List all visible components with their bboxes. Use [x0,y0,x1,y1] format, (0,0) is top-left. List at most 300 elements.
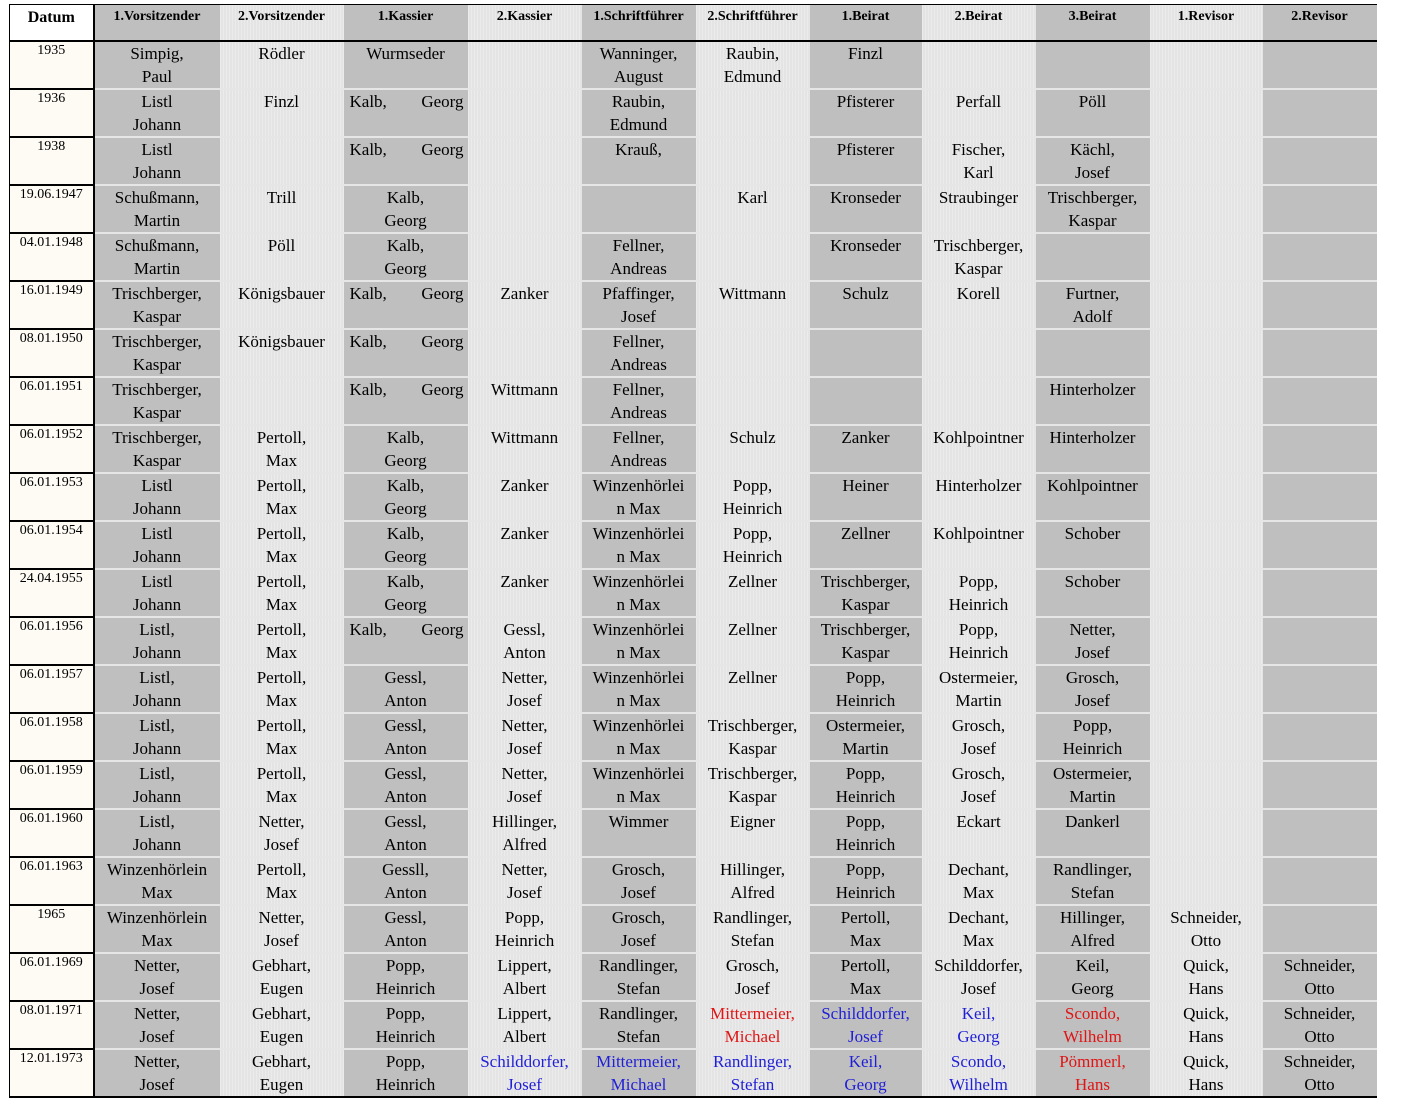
cell-surname: Winzenhörlei [592,523,685,543]
cell-2-revisor [1263,569,1377,617]
cell-firstname: Martin [133,210,181,230]
column-header-2-schriftführer: 2.Schriftführer [696,5,810,41]
cell-firstname: Hans [1188,1074,1224,1094]
cell-1-kassier [344,1001,468,1049]
cell-1-vorsitzender [94,905,220,953]
cell-2-vorsitzender [220,281,344,329]
cell-firstname: Andreas [610,258,667,278]
cell-2-vorsitzender [220,665,344,713]
cell-name-part: Kalb, [349,619,387,639]
cell-1-schriftführer [582,665,696,713]
cell-surname: Netter, [258,907,305,927]
cell-1-kassier [344,905,468,953]
cell-firstname: August [613,66,664,86]
cell-surname: Scondo, [950,1051,1007,1071]
cell-surname: Popp, [385,955,426,975]
table-row [10,809,1377,857]
cell-1-kassier [344,185,468,233]
cell-surname: Dechant, [948,907,1009,927]
cell-surname: Kohlpointner [1047,475,1138,495]
cell-surname: Popp, [732,475,773,495]
cell-surname: Gessl, [503,619,546,639]
cell-surname: Netter, [133,955,181,975]
cell-surname: Eigner [729,811,776,831]
cell-surname: Schober [1064,571,1121,591]
cell-2-schriftführer [696,281,810,329]
row-date: 06.01.1963 [10,857,94,905]
cell-firstname: Josef [961,978,996,998]
cell-1-vorsitzender [94,953,220,1001]
cell-firstname: Josef [961,738,996,758]
cell-surname: Listl [141,571,173,591]
cell-2-schriftführer [696,761,810,809]
cell-1-kassier [344,281,468,329]
cell-1-revisor [1150,425,1263,473]
cell-firstname: Josef [621,306,656,326]
cell-2-kassier [468,185,582,233]
cell-firstname: Josef [1075,162,1110,182]
cell-surname: Pertoll, [256,523,307,543]
cell-surname: Gessll, [382,859,429,879]
cell-firstname: Kaspar [841,594,890,614]
board-members-table-wrapper [9,4,1377,1098]
cell-surname: Zellner [727,667,778,687]
cell-surname: Pertoll, [256,619,307,639]
cell-surname: Popp, [845,811,886,831]
cell-2-vorsitzender [220,89,344,137]
cell-3-beirat [1036,1001,1150,1049]
cell-firstname: Anton [384,930,427,950]
cell-2-beirat [922,905,1036,953]
cell-2-schriftführer [696,857,810,905]
cell-2-kassier [468,473,582,521]
cell-2-schriftführer [696,137,810,185]
cell-surname: Pömmerl, [1059,1051,1126,1071]
cell-surname: Quick, [1183,955,1229,975]
cell-1-kassier [344,953,468,1001]
cell-firstname: Josef [1075,690,1110,710]
cell-1-schriftführer [582,89,696,137]
cell-2-beirat [922,233,1036,281]
cell-firstname: n Max [616,738,661,758]
cell-surname: Netter, [258,811,305,831]
cell-firstname: Max [962,930,995,950]
cell-surname: Pöll [1078,91,1107,111]
cell-2-revisor [1263,905,1377,953]
cell-firstname: Heinrich [1062,738,1123,758]
cell-surname: Kalb, [386,235,425,255]
cell-2-schriftführer [696,1049,810,1097]
cell-firstname: Kaspar [132,450,182,470]
cell-surname: Keil, [1075,955,1110,975]
cell-2-schriftführer [696,425,810,473]
cell-2-kassier [468,329,582,377]
cell-firstname: Georg [844,1074,887,1094]
cell-firstname: Kaspar [728,738,777,758]
cell-1-vorsitzender [94,761,220,809]
cell-1-schriftführer [582,1001,696,1049]
cell-firstname: Hans [1188,978,1224,998]
cell-2-vorsitzender [220,377,344,425]
cell-surname: Gebhart, [251,955,311,975]
cell-surname: Fischer, [951,139,1006,159]
table-row [10,1001,1377,1049]
cell-3-beirat [1036,713,1150,761]
cell-surname: Grosch, [611,859,666,879]
table-row [10,425,1377,473]
cell-1-schriftführer [582,185,696,233]
cell-surname: Trischberger, [707,763,798,783]
cell-surname: Zanker [500,523,549,543]
cell-2-revisor [1263,521,1377,569]
cell-surname: Netter, [501,859,548,879]
cell-2-schriftführer [696,377,810,425]
cell-2-vorsitzender [220,569,344,617]
cell-firstname: Max [141,882,173,902]
cell-2-beirat [922,1001,1036,1049]
cell-firstname: Josef [507,1074,542,1094]
cell-firstname: Georg [384,450,427,470]
cell-surname: Wittmann [490,427,559,447]
cell-firstname: Anton [384,690,427,710]
cell-2-kassier [468,617,582,665]
cell-surname: Zellner [840,523,891,543]
cell-name-part: Kalb, [349,139,387,159]
cell-surname: Popp, [504,907,545,927]
cell-firstname: Stefan [616,1026,661,1046]
cell-2-schriftführer [696,713,810,761]
cell-2-beirat [922,761,1036,809]
table-body [10,41,1377,1097]
cell-3-beirat [1036,233,1150,281]
cell-2-vorsitzender [220,185,344,233]
cell-surname: Hillinger, [720,859,785,879]
cell-surname: Fellner, [612,379,665,399]
cell-surname: Wittmann [718,283,787,303]
cell-firstname: Max [265,882,298,902]
cell-firstname: Anton [503,642,546,662]
cell-surname: Netter, [1069,619,1116,639]
cell-1-vorsitzender [94,665,220,713]
cell-surname: Zanker [500,475,549,495]
cell-surname: Netter, [133,1051,181,1071]
cell-firstname: Paul [141,66,173,86]
cell-2-vorsitzender [220,425,344,473]
cell-surname: Kronseder [830,235,901,255]
cell-1-revisor [1150,521,1263,569]
cell-1-vorsitzender [94,41,220,89]
cell-surname: Netter, [501,667,548,687]
cell-2-schriftführer [696,89,810,137]
cell-3-beirat [1036,41,1150,89]
cell-firstname: Georg [1071,978,1114,998]
cell-firstname: Josef [139,978,175,998]
cell-2-kassier [468,761,582,809]
cell-2-kassier [468,1049,582,1097]
cell-surname: Trischberger, [933,235,1024,255]
cell-1-revisor [1150,329,1263,377]
cell-2-revisor [1263,377,1377,425]
cell-firstname: Josef [507,786,542,806]
cell-surname: Listl, [139,667,175,687]
cell-firstname: Max [849,978,882,998]
row-date: 1935 [10,41,94,89]
cell-surname: Netter, [501,715,548,735]
cell-1-schriftführer [582,233,696,281]
cell-2-revisor [1263,41,1377,89]
cell-1-revisor [1150,233,1263,281]
cell-surname: Pertoll, [840,907,891,927]
cell-surname: Trischberger, [820,619,911,639]
cell-firstname: Otto [1304,978,1335,998]
cell-firstname: Georg [957,1026,1000,1046]
table-row [10,857,1377,905]
table-row [10,761,1377,809]
cell-2-beirat [922,569,1036,617]
cell-firstname: Heinrich [835,786,896,806]
cell-3-beirat [1036,1049,1150,1097]
cell-2-revisor [1263,857,1377,905]
cell-2-vorsitzender [220,1049,344,1097]
cell-firstname: Josef [621,882,656,902]
cell-firstname: Josef [507,882,542,902]
cell-firstname: Heinrich [494,930,555,950]
cell-surname: Winzenhörlein [106,907,208,927]
cell-firstname: Alfred [502,834,547,854]
cell-2-revisor [1263,281,1377,329]
cell-2-schriftführer [696,329,810,377]
cell-surname: Schober [1064,523,1121,543]
cell-2-vorsitzender [220,329,344,377]
cell-surname: Popp, [732,523,773,543]
cell-firstname: Alfred [730,882,775,902]
cell-1-kassier [344,713,468,761]
row-date: 1938 [10,137,94,185]
cell-2-beirat [922,521,1036,569]
cell-3-beirat [1036,425,1150,473]
cell-2-schriftführer [696,233,810,281]
table-row [10,569,1377,617]
cell-firstname: Georg [384,546,427,566]
cell-surname: Zanker [500,283,549,303]
cell-surname: Königsbauer [238,283,325,303]
cell-name-split [344,282,468,305]
cell-firstname: Karl [963,162,994,182]
cell-surname: Pertoll, [256,763,307,783]
cell-2-vorsitzender [220,41,344,89]
cell-firstname: Stefan [616,978,661,998]
cell-surname: Trill [266,187,297,207]
cell-firstname: Johann [132,738,182,758]
cell-surname: Listl [141,139,173,159]
cell-firstname: Heinrich [835,690,896,710]
cell-firstname: Heinrich [375,1026,436,1046]
cell-2-beirat [922,473,1036,521]
cell-1-beirat [810,953,922,1001]
cell-firstname: Eugen [259,1074,304,1094]
cell-surname: Kohlpointner [933,427,1024,447]
cell-surname: Scondo, [1064,1003,1121,1023]
cell-surname: Pertoll, [256,427,307,447]
cell-surname: Randlinger, [712,907,793,927]
cell-2-beirat [922,41,1036,89]
table-row [10,617,1377,665]
cell-surname: Hillinger, [492,811,557,831]
cell-name-split [344,378,468,401]
cell-2-kassier [468,89,582,137]
cell-surname: Popp, [385,1051,426,1071]
cell-firstname: Otto [1304,1074,1335,1094]
cell-surname: Listl [141,475,173,495]
cell-2-schriftführer [696,41,810,89]
cell-surname: Trischberger, [707,715,798,735]
cell-firstname: n Max [616,786,661,806]
column-header-1-revisor: 1.Revisor [1150,5,1263,41]
cell-surname: Winzenhörlei [592,667,685,687]
cell-firstname: Stefan [730,930,775,950]
cell-firstname: n Max [616,642,661,662]
cell-firstname: Heinrich [722,546,783,566]
cell-1-beirat [810,665,922,713]
cell-1-beirat [810,617,922,665]
column-header-1-beirat: 1.Beirat [810,5,922,41]
cell-1-kassier [344,569,468,617]
cell-surname: Gessl, [384,715,427,735]
cell-surname: Schilddorfer, [821,1003,910,1023]
cell-1-beirat [810,761,922,809]
cell-firstname: Kaspar [841,642,890,662]
cell-surname: Lippert, [497,955,552,975]
row-date: 06.01.1958 [10,713,94,761]
cell-1-kassier [344,137,468,185]
cell-surname: Raubin, [611,91,666,111]
cell-surname: Fellner, [612,331,665,351]
cell-firstname: Wilhelm [949,1074,1008,1094]
cell-surname: Keil, [961,1003,996,1023]
cell-2-revisor [1263,761,1377,809]
column-header-2-beirat: 2.Beirat [922,5,1036,41]
row-date: 06.01.1959 [10,761,94,809]
cell-1-schriftführer [582,41,696,89]
table-row [10,1049,1377,1097]
cell-firstname: Otto [1304,1026,1335,1046]
cell-1-kassier [344,521,468,569]
cell-firstname: Anton [384,882,427,902]
cell-firstname: Max [265,546,298,566]
cell-surname: Quick, [1183,1051,1229,1071]
cell-surname: Mittermeier, [596,1051,681,1071]
cell-surname: Krauß, [615,139,662,159]
cell-1-beirat [810,41,922,89]
cell-2-kassier [468,233,582,281]
cell-surname: Raubin, [725,43,780,63]
cell-surname: Wanninger, [599,43,678,63]
cell-name-split [344,90,468,113]
cell-2-kassier [468,137,582,185]
cell-surname: Furtner, [1065,283,1120,303]
row-date: 1965 [10,905,94,953]
cell-1-revisor [1150,89,1263,137]
cell-2-vorsitzender [220,1001,344,1049]
row-date: 16.01.1949 [10,281,94,329]
cell-firstname: Heinrich [948,594,1009,614]
cell-1-revisor [1150,185,1263,233]
cell-surname: Kohlpointner [933,523,1024,543]
cell-surname: Listl, [139,811,175,831]
cell-firstname: Otto [1190,930,1222,950]
cell-firstname: Johann [132,162,182,182]
cell-1-kassier [344,377,468,425]
cell-surname: Listl, [139,715,175,735]
cell-1-schriftführer [582,425,696,473]
cell-1-beirat [810,521,922,569]
cell-1-vorsitzender [94,1001,220,1049]
cell-surname: Pfisterer [836,91,895,111]
cell-3-beirat [1036,185,1150,233]
cell-surname: Eckart [956,811,1001,831]
cell-surname: Grosch, [1065,667,1120,687]
cell-firstname: n Max [616,594,661,614]
cell-1-schriftführer [582,809,696,857]
cell-surname: Randlinger, [598,955,679,975]
cell-firstname: Andreas [610,402,667,422]
cell-firstname: Heinrich [722,498,783,518]
cell-surname: Quick, [1183,1003,1229,1023]
cell-surname: Gessl, [384,811,427,831]
cell-2-schriftführer [696,665,810,713]
cell-2-beirat [922,809,1036,857]
row-date: 19.06.1947 [10,185,94,233]
cell-surname: Dankerl [1065,811,1120,831]
cell-firstname: Anton [384,738,427,758]
cell-2-schriftführer [696,809,810,857]
cell-2-revisor [1263,617,1377,665]
cell-2-revisor [1263,185,1377,233]
cell-surname: Wittmann [490,379,559,399]
column-header-2-vorsitzender: 2.Vorsitzender [220,5,344,41]
cell-surname: Schneider, [1283,1003,1356,1023]
cell-2-beirat [922,329,1036,377]
cell-surname: Pfaffinger, [602,283,675,303]
cell-surname: Popp, [845,763,886,783]
cell-firstname: Josef [264,930,299,950]
cell-surname: Netter, [501,763,548,783]
cell-surname: Zanker [841,427,890,447]
cell-firstname: Max [265,786,298,806]
cell-surname: Winzenhörlei [592,571,685,591]
cell-2-revisor [1263,1049,1377,1097]
cell-surname: Schneider, [1283,955,1356,975]
cell-surname: Grosch, [951,715,1006,735]
table-row [10,233,1377,281]
cell-firstname: Albert [502,978,547,998]
table-row [10,377,1377,425]
cell-firstname: Hans [1188,1026,1224,1046]
cell-1-beirat [810,281,922,329]
cell-2-kassier [468,905,582,953]
cell-1-schriftführer [582,953,696,1001]
header-row [10,5,1377,41]
cell-firstname: Max [265,498,298,518]
table-row [10,41,1377,89]
cell-2-revisor [1263,1001,1377,1049]
cell-firstname: Josef [264,834,299,854]
table-row [10,713,1377,761]
cell-1-kassier [344,809,468,857]
cell-firstname: Martin [955,690,1002,710]
cell-surname: Kronseder [830,187,901,207]
table-row [10,521,1377,569]
